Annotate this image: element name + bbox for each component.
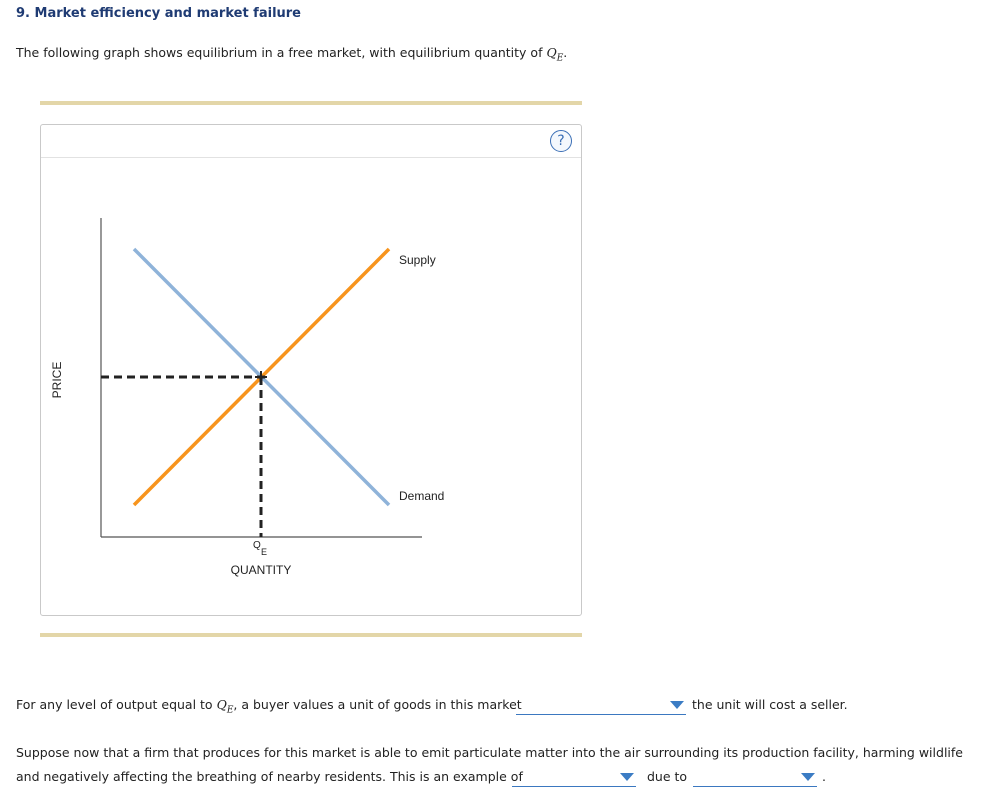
intro-text bbox=[16, 45, 567, 64]
chevron-down-icon bbox=[620, 773, 634, 781]
demand-label: Demand bbox=[399, 489, 445, 503]
qe-symbol: $Q_E$ bbox=[546, 45, 564, 64]
graph-panel bbox=[40, 124, 582, 616]
question-2-end: . bbox=[822, 769, 826, 784]
intro-suffix: . bbox=[563, 45, 568, 60]
page-title: 9. Market efficiency and market failure bbox=[16, 6, 302, 21]
qe-axis-label: Q bbox=[253, 540, 261, 551]
supply-label: Supply bbox=[399, 253, 436, 267]
chevron-down-icon bbox=[670, 701, 684, 709]
top-divider bbox=[40, 101, 582, 105]
question-1-text: For any level of output equal to $Q_E$, a buyer values a unit of goods in this market bbox=[16, 697, 522, 716]
market-failure-type-dropdown[interactable] bbox=[512, 768, 636, 787]
x-axis-label: QUANTITY bbox=[230, 563, 292, 577]
chevron-down-icon bbox=[801, 773, 815, 781]
question-2-due-to: due to bbox=[647, 769, 688, 784]
intro-prefix: The following graph shows equilibrium in a free market, with equilibrium quantity of bbox=[16, 45, 547, 60]
qe-symbol-q1: $Q_E$ bbox=[216, 697, 234, 716]
buyer-value-dropdown[interactable] bbox=[516, 696, 686, 715]
bottom-divider bbox=[40, 633, 582, 637]
help-button[interactable]: ? bbox=[550, 130, 572, 152]
question-1-suffix: the unit will cost a seller. bbox=[692, 697, 848, 712]
qe-axis-sub: E bbox=[261, 547, 268, 557]
cause-dropdown[interactable] bbox=[693, 768, 817, 787]
question-2-line-1: Suppose now that a firm that produces for this market is able to emit particulate matter into the air surrounding its production facility, harming wildlife bbox=[16, 745, 963, 760]
equilibrium-graph bbox=[41, 125, 581, 615]
question-2-line-2: and negatively affecting the breathing of nearby residents. This is an example of bbox=[16, 769, 523, 784]
y-axis-label: PRICE bbox=[50, 361, 64, 399]
